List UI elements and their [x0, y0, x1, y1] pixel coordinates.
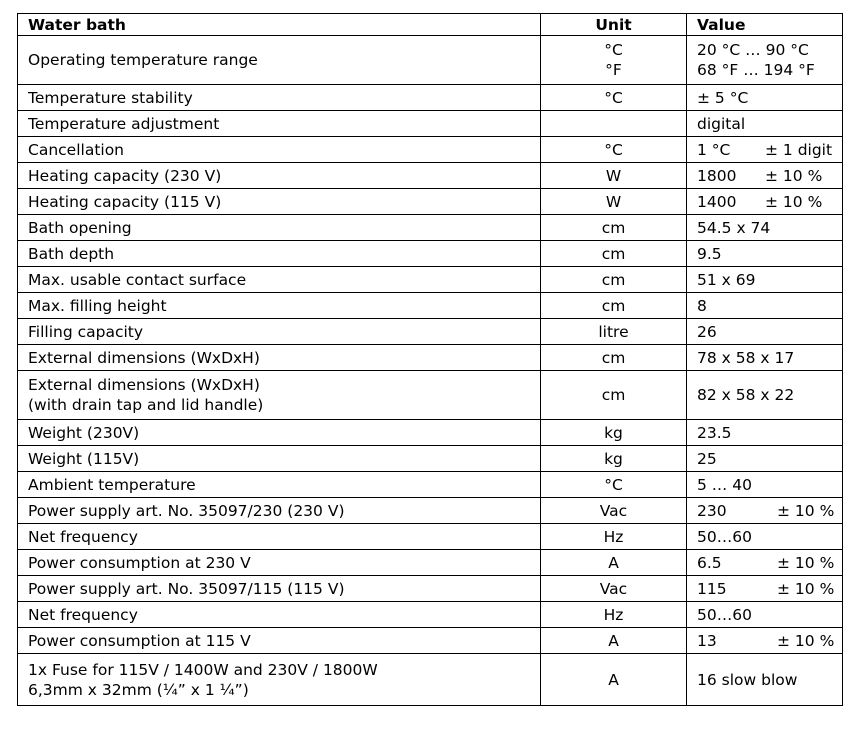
- row-unit: Vac: [541, 576, 687, 602]
- row-label-line: (with drain tap and lid handle): [28, 396, 264, 414]
- table-row: [18, 293, 843, 319]
- row-value-main: 13: [697, 631, 717, 650]
- table-row: [18, 420, 843, 446]
- row-unit: [541, 36, 687, 85]
- row-unit: A: [541, 628, 687, 654]
- table-row: [18, 189, 843, 215]
- row-label: Power supply art. No. 35097/230 (230 V): [18, 498, 541, 524]
- row-label: Operating temperature range: [18, 36, 541, 85]
- row-unit: W: [541, 163, 687, 189]
- row-unit: A: [541, 654, 687, 706]
- row-value: 9.5: [687, 241, 843, 267]
- table-row: [18, 446, 843, 472]
- table-row: [18, 345, 843, 371]
- row-value: ± 5 °C: [687, 85, 843, 111]
- row-label: [18, 654, 541, 706]
- table-header-row: [18, 14, 843, 36]
- row-tolerance: ± 10 %: [765, 166, 823, 185]
- row-value: 54.5 x 74: [687, 215, 843, 241]
- row-unit: W: [541, 189, 687, 215]
- row-label: Power consumption at 115 V: [18, 628, 541, 654]
- row-unit: Hz: [541, 524, 687, 550]
- table-row: [18, 241, 843, 267]
- table-row: [18, 267, 843, 293]
- row-unit: kg: [541, 446, 687, 472]
- row-value: digital: [687, 111, 843, 137]
- row-value: 78 x 58 x 17: [687, 345, 843, 371]
- table-row: [18, 628, 843, 654]
- row-label: Heating capacity (230 V): [18, 163, 541, 189]
- row-label: Heating capacity (115 V): [18, 189, 541, 215]
- row-label: Temperature stability: [18, 85, 541, 111]
- row-label: Weight (115V): [18, 446, 541, 472]
- row-value-main: 1800: [697, 166, 737, 185]
- row-label: Cancellation: [18, 137, 541, 163]
- row-label-line: 6,3mm x 32mm (¼” x 1 ¼”): [28, 680, 249, 699]
- row-value: [687, 137, 843, 163]
- row-value: [687, 498, 843, 524]
- header-unit: Unit: [541, 14, 687, 36]
- row-value: 23.5: [687, 420, 843, 446]
- table-row: [18, 215, 843, 241]
- table-row: [18, 524, 843, 550]
- row-value: 51 x 69: [687, 267, 843, 293]
- row-label: Bath depth: [18, 241, 541, 267]
- table-row: [18, 602, 843, 628]
- row-label: External dimensions (WxDxH): [18, 345, 541, 371]
- row-label: Net frequency: [18, 524, 541, 550]
- row-label: Max. filling height: [18, 293, 541, 319]
- table-row: [18, 111, 843, 137]
- row-label: Max. usable contact surface: [18, 267, 541, 293]
- row-value: [687, 550, 843, 576]
- row-value: [687, 163, 843, 189]
- row-value-main: 6.5: [697, 553, 722, 572]
- row-unit: Vac: [541, 498, 687, 524]
- table-row: [18, 498, 843, 524]
- row-value: 26: [687, 319, 843, 345]
- row-tolerance: ± 10 %: [777, 631, 835, 650]
- spec-table: [17, 13, 843, 706]
- header-value: Value: [687, 14, 843, 36]
- row-value: [687, 576, 843, 602]
- row-label: Net frequency: [18, 602, 541, 628]
- row-unit: cm: [541, 371, 687, 420]
- table-row: [18, 550, 843, 576]
- row-unit: cm: [541, 215, 687, 241]
- row-unit: [541, 111, 687, 137]
- row-value: 16 slow blow: [687, 654, 843, 706]
- table-row: [18, 163, 843, 189]
- row-value-main: 230: [697, 501, 727, 520]
- row-label: Filling capacity: [18, 319, 541, 345]
- row-value-line: 68 °F … 194 °F: [697, 61, 815, 79]
- row-unit: °C: [541, 85, 687, 111]
- row-value: [687, 628, 843, 654]
- row-unit: cm: [541, 345, 687, 371]
- row-value-main: 1 °C: [697, 140, 731, 159]
- row-unit-line: °C: [604, 41, 623, 59]
- table-row: [18, 85, 843, 111]
- row-label: [18, 371, 541, 420]
- row-label-line: External dimensions (WxDxH): [28, 376, 260, 394]
- row-unit: A: [541, 550, 687, 576]
- row-label: Bath opening: [18, 215, 541, 241]
- table-row: [18, 472, 843, 498]
- row-value: [687, 36, 843, 85]
- row-unit: °C: [541, 137, 687, 163]
- table-row: [18, 654, 843, 706]
- row-value-line: 20 °C … 90 °C: [697, 41, 809, 59]
- row-unit: cm: [541, 267, 687, 293]
- table-row: [18, 36, 843, 85]
- row-unit: cm: [541, 241, 687, 267]
- row-label-line: 1x Fuse for 115V / 1400W and 230V / 1800W: [28, 660, 378, 679]
- row-label: Power consumption at 230 V: [18, 550, 541, 576]
- row-tolerance: ± 10 %: [777, 553, 835, 572]
- row-label: Temperature adjustment: [18, 111, 541, 137]
- row-label: Weight (230V): [18, 420, 541, 446]
- table-row: [18, 371, 843, 420]
- table-row: [18, 576, 843, 602]
- row-tolerance: ± 1 digit: [765, 140, 833, 159]
- row-value-main: 1400: [697, 192, 737, 211]
- row-value-main: 115: [697, 579, 727, 598]
- row-value: [687, 189, 843, 215]
- table-row: [18, 319, 843, 345]
- row-tolerance: ± 10 %: [777, 579, 835, 598]
- row-value: 50…60: [687, 602, 843, 628]
- table-row: [18, 137, 843, 163]
- row-value: 25: [687, 446, 843, 472]
- row-value: 5 … 40: [687, 472, 843, 498]
- row-unit: Hz: [541, 602, 687, 628]
- row-label: Ambient temperature: [18, 472, 541, 498]
- row-unit: litre: [541, 319, 687, 345]
- row-unit-line: °F: [605, 61, 622, 79]
- row-tolerance: ± 10 %: [765, 192, 823, 211]
- row-value: 50…60: [687, 524, 843, 550]
- header-title: Water bath: [18, 14, 541, 36]
- row-label: Power supply art. No. 35097/115 (115 V): [18, 576, 541, 602]
- row-value: 8: [687, 293, 843, 319]
- row-value: 82 x 58 x 22: [687, 371, 843, 420]
- row-unit: kg: [541, 420, 687, 446]
- row-unit: °C: [541, 472, 687, 498]
- row-tolerance: ± 10 %: [777, 501, 835, 520]
- row-unit: cm: [541, 293, 687, 319]
